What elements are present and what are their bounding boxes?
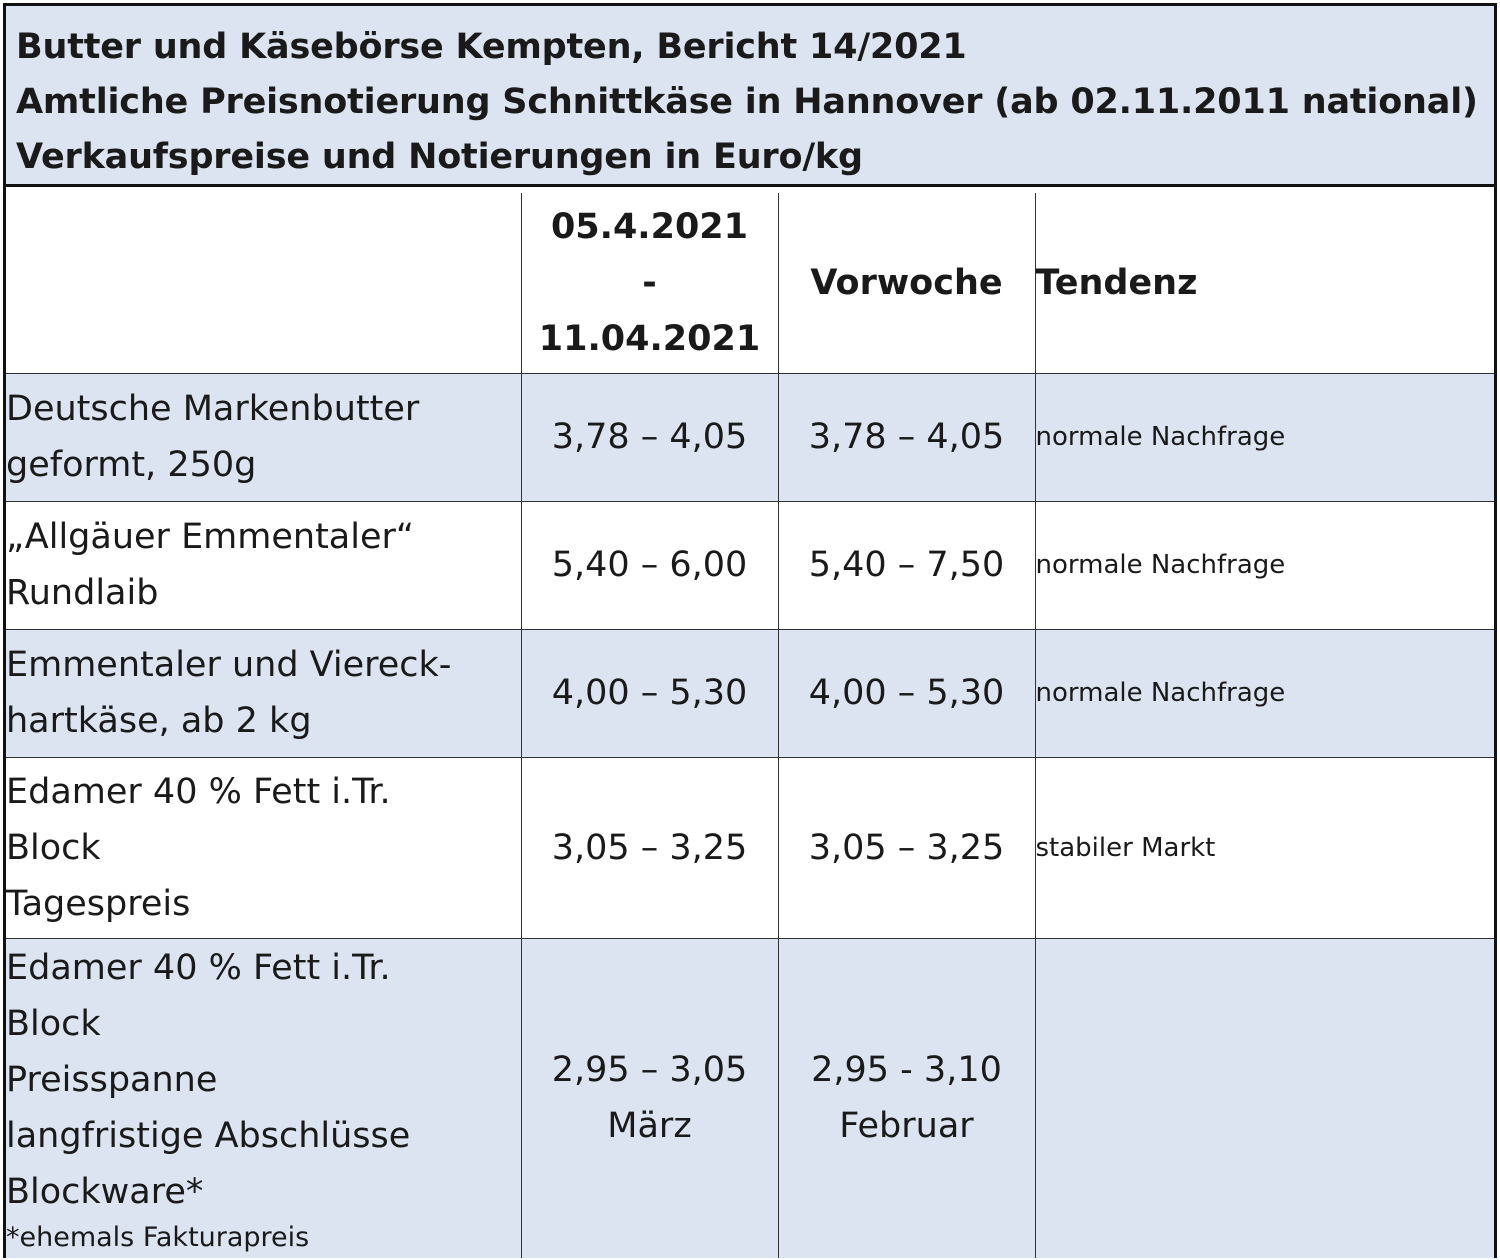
current-price-cell: 3,05 – 3,25 [521,757,778,938]
header-cell-previous-week: Vorwoche [778,193,1035,373]
product-line: Block [6,1004,101,1045]
table-header-row [6,193,1494,373]
current-week-dash: - [642,262,657,303]
footnote: *ehemals Fakturapreis [6,1222,310,1254]
price-report-frame [3,3,1497,1258]
previous-price-cell: 4,00 – 5,30 [778,629,1035,757]
product-line: geformt, 250g [6,445,257,485]
current-price-cell: 3,78 – 4,05 [521,373,778,501]
table-row [6,938,1494,1258]
table-row [6,757,1494,938]
previous-price-month: Februar [839,1106,974,1147]
previous-price-range: 2,95 - 3,10 [811,1050,1002,1091]
product-cell [6,938,521,1258]
price-table [6,193,1494,1258]
current-week-end: 11.04.2021 [538,318,761,359]
product-line: hartkäse, ab 2 kg [6,701,312,741]
trend-cell: normale Nachfrage [1035,373,1494,501]
product-line: Tagespreis [6,883,191,924]
previous-price-cell [778,938,1035,1258]
current-price-cell: 4,00 – 5,30 [521,629,778,757]
table-row [6,501,1494,629]
product-cell [6,757,521,938]
product-line: Deutsche Markenbutter [6,389,420,429]
current-price-range: 2,95 – 3,05 [551,1050,748,1091]
product-cell [6,373,521,501]
header-cell-current-week [521,193,778,373]
trend-cell [1035,938,1494,1258]
product-line: Edamer 40 % Fett i.Tr. [6,948,391,989]
report-subtitle: Amtliche Preisnotierung Schnittkäse in Hannover (ab 02.11.2011 national) [16,82,1478,122]
trend-cell: normale Nachfrage [1035,501,1494,629]
previous-price-cell: 3,78 – 4,05 [778,373,1035,501]
previous-price-cell: 3,05 – 3,25 [778,757,1035,938]
trend-cell: stabiler Markt [1035,757,1494,938]
header-cell-trend: Tendenz [1035,193,1494,373]
header-cell-product [6,193,521,373]
product-line: Emmentaler und Viereck- [6,645,452,685]
product-cell [6,501,521,629]
product-line: „Allgäuer Emmentaler“ [6,517,415,557]
report-title: Butter und Käsebörse Kempten, Bericht 14/2021 [16,27,967,67]
product-line: Edamer 40 % Fett i.Tr. [6,771,391,812]
product-line: Block [6,827,101,868]
product-line: langfristige Abschlüsse [6,1116,411,1157]
previous-price-cell: 5,40 – 7,50 [778,501,1035,629]
product-line: Preisspanne [6,1060,218,1101]
current-price-cell [521,938,778,1258]
table-row [6,629,1494,757]
current-price-cell: 5,40 – 6,00 [521,501,778,629]
report-header [6,6,1494,187]
current-price-month: März [607,1106,692,1147]
report-unit-note: Verkaufspreise und Notierungen in Euro/kg [16,137,863,177]
current-week-start: 05.4.2021 [550,206,749,247]
product-cell [6,629,521,757]
table-row [6,373,1494,501]
trend-cell: normale Nachfrage [1035,629,1494,757]
product-line: Blockware* [6,1172,204,1213]
product-line: Rundlaib [6,573,159,613]
